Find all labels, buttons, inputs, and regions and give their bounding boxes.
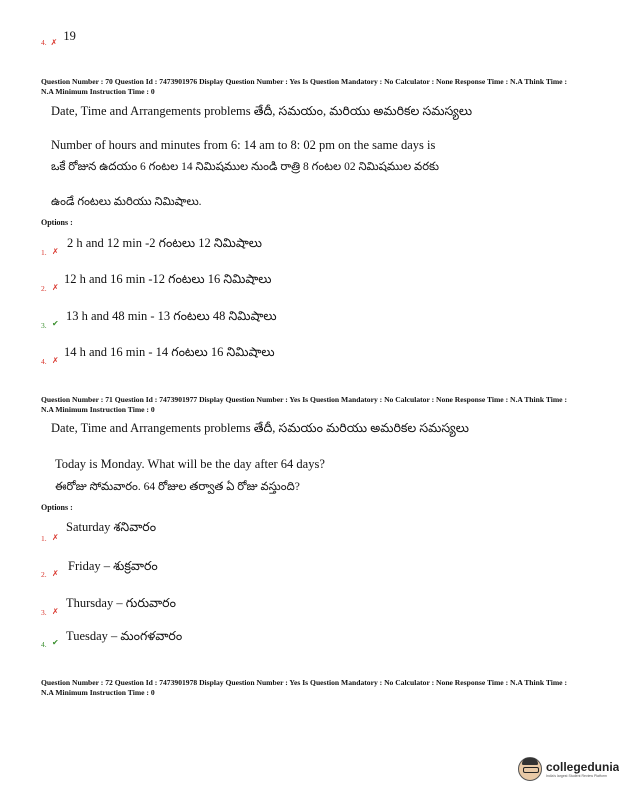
prev-option-4 — [41, 29, 76, 50]
check-icon: ✔ — [52, 319, 59, 328]
option-number: 2. — [41, 570, 47, 579]
option-number: 4. — [41, 640, 47, 649]
option-text: 2 h and 12 min -2 గంటలు 12 నిమిషాలు — [67, 236, 262, 250]
option-text: 14 h and 16 min - 14 గంటలు 16 నిమిషాలు — [64, 345, 275, 359]
cross-icon: ✗ — [50, 38, 58, 47]
collegedunia-logo — [518, 757, 619, 781]
option-text: 12 h and 16 min -12 గంటలు 16 నిమిషాలు — [64, 272, 272, 286]
option-text: 13 h and 48 min - 13 గంటలు 48 నిమిషాలు — [66, 309, 277, 323]
option-text: 19 — [63, 29, 76, 43]
question-topic-70: Date, Time and Arrangements problems తేదీ, సమయం, మరియు అమరికల సమస్యలు — [51, 104, 473, 118]
option-text: Thursday – గురువారం — [66, 596, 176, 610]
cross-icon: ✗ — [52, 607, 59, 616]
cross-icon: ✗ — [52, 569, 59, 578]
question-text-70-en: Number of hours and minutes from 6: 14 am to 8: 02 pm on the same days is — [51, 138, 436, 152]
option-text: Tuesday – మంగళవారం — [66, 629, 183, 643]
question-text-71-en: Today is Monday. What will be the day after 64 days? — [55, 457, 325, 471]
option-number: 3. — [41, 608, 47, 617]
option-number: 2. — [41, 284, 47, 293]
option-number: 4. — [41, 38, 47, 47]
option-number: 1. — [41, 534, 47, 543]
question-text-70-te-line1: ఒకే రోజున ఉదయం 6 గంటల 14 నిమిషముల నుండి రాత్రి 8 గంటల 02 నిమిషముల వరకు — [51, 161, 440, 173]
option-number: 3. — [41, 321, 47, 330]
option-number: 4. — [41, 357, 47, 366]
mascot-icon — [518, 757, 542, 781]
cross-icon: ✗ — [52, 356, 59, 365]
cross-icon: ✗ — [52, 247, 59, 256]
cross-icon: ✗ — [52, 283, 59, 292]
cross-icon: ✗ — [52, 533, 59, 542]
options-label-70: Options : — [41, 218, 73, 227]
question-meta-70: Question Number : 70 Question Id : 7473901976 Display Question Number : Yes Is Question Mandatory : No Calculator : None Response Time : N.A Think Time : N.A Minimum Instruction Time : 0 — [41, 77, 567, 96]
option-text: Friday – శుక్రవారం — [68, 559, 158, 573]
options-label-71: Options : — [41, 503, 73, 512]
question-topic-71: Date, Time and Arrangements problems తేదీ, సమయం మరియు అమరికల సమస్యలు — [51, 421, 469, 435]
option-text: Saturday శనివారం — [66, 520, 157, 534]
option-number: 1. — [41, 248, 47, 257]
question-meta-72: Question Number : 72 Question Id : 7473901978 Display Question Number : Yes Is Question Mandatory : No Calculator : None Response Time : N.A Think Time : N.A Minimum Instruction Time : 0 — [41, 678, 567, 697]
question-meta-71: Question Number : 71 Question Id : 7473901977 Display Question Number : Yes Is Question Mandatory : No Calculator : None Response Time : N.A Think Time : N.A Minimum Instruction Time : 0 — [41, 395, 567, 414]
logo-tagline: India's largest Student Review Platform — [546, 774, 607, 778]
question-text-71-te: ఈరోజు సోమవారం. 64 రోజుల తర్వాత ఏ రోజు వస్తుంది? — [55, 481, 300, 493]
check-icon: ✔ — [52, 638, 59, 647]
question-text-70-te-line2: ఉండే గంటలు మరియు నిమిషాలు. — [51, 196, 202, 208]
logo-name: collegedunia — [546, 760, 619, 774]
